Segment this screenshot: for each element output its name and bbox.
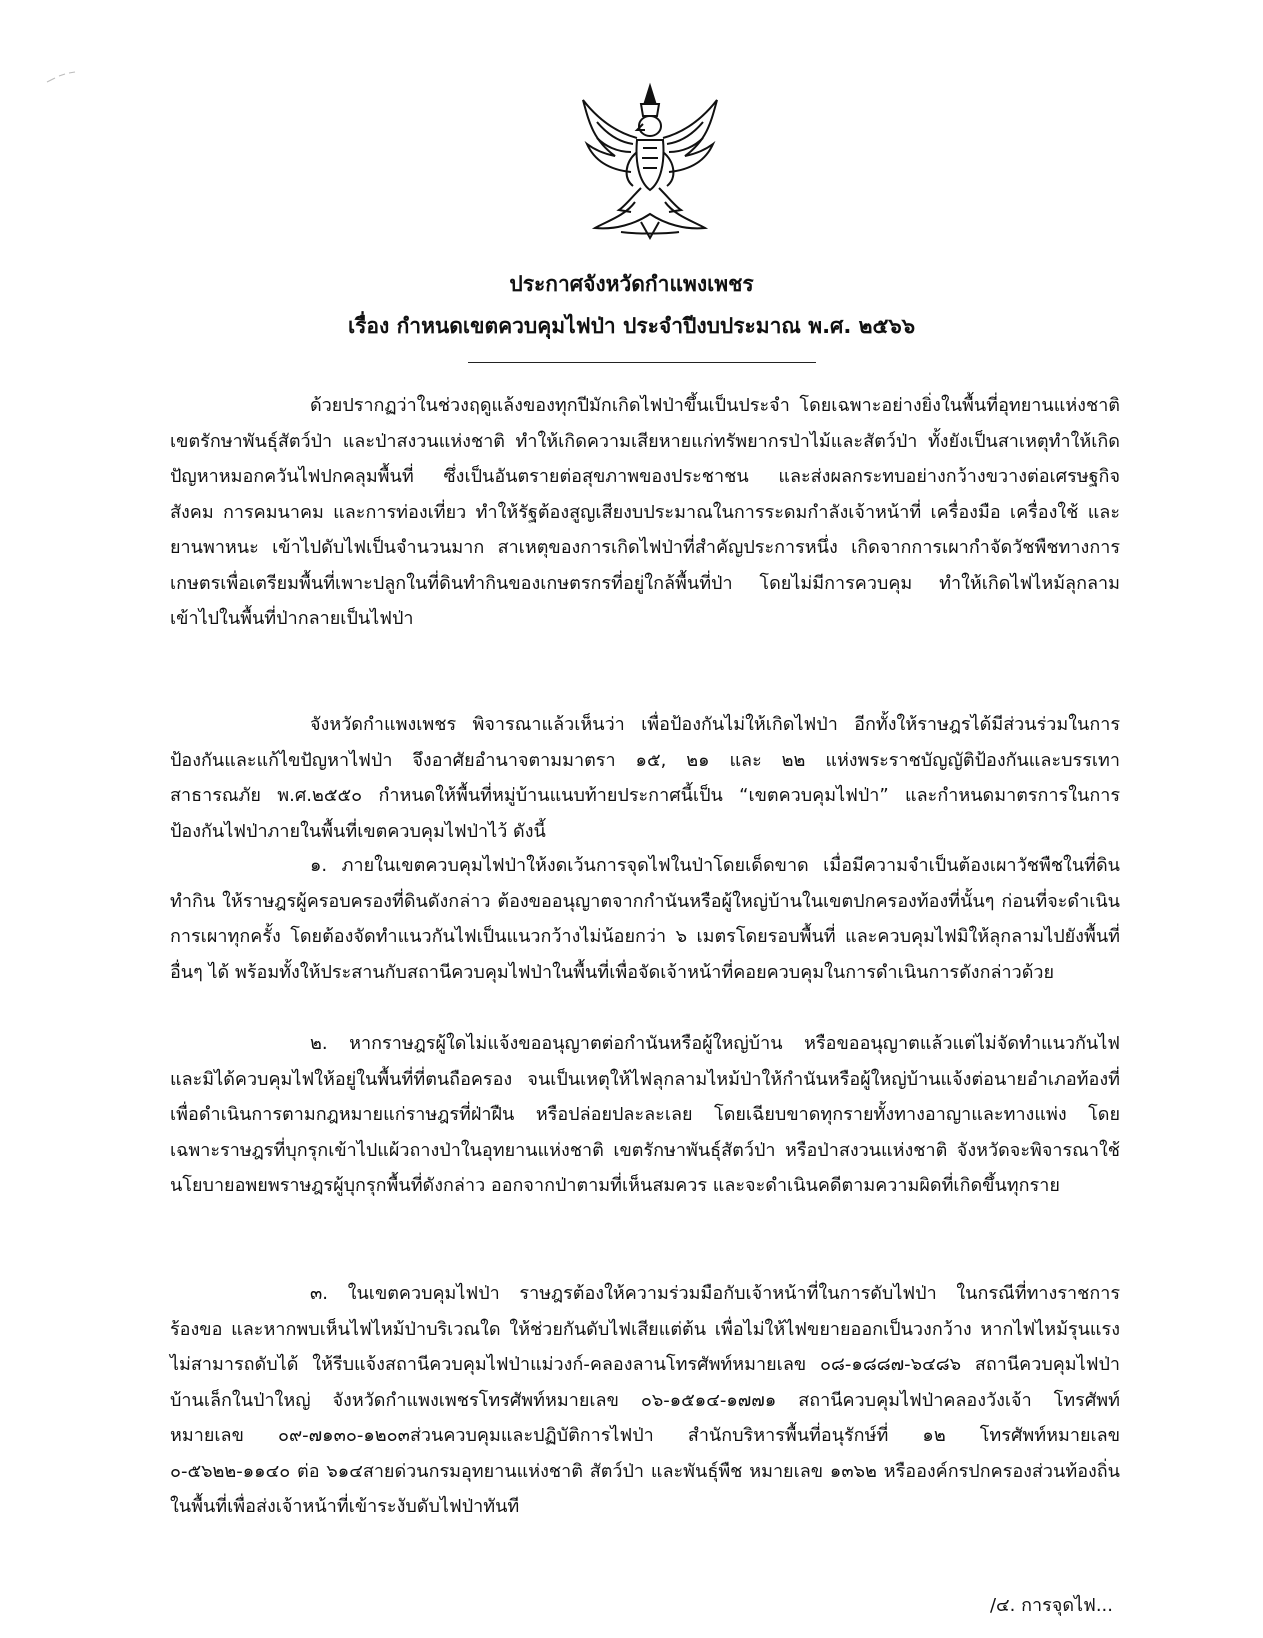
announcement-title: ประกาศจังหวัดกำแพงเพชร xyxy=(509,272,754,296)
title-divider xyxy=(468,362,816,363)
paragraph-background: ด้วยปรากฏว่าในช่วงฤดูแล้งของทุกปีมักเกิดไฟป่าขึ้นเป็นประจำ โดยเฉพาะอย่างยิ่งในพื้นที่อุทยานแห่งชาติ เขตรักษาพันธุ์สัตว์ป่า และป่าสงวนแห่งชาติ ทำให้เกิดความเสียหายแก่ทรัพยากรป่าไม้และสัตว์ป่า ทั้งยังเป็นสาเหตุทำให้เกิดปัญหาหมอกควันไฟปกคลุมพื้นที่ ซึ่งเป็นอันตรายต่อสุขภาพของประชาชน และส่งผลกระทบอย่างกว้างขวางต่อเศรษฐกิจ สังคม การคมนาคม และการท่องเที่ยว ทำให้รัฐต้องสูญเสียงบประมาณในการระดมกำลังเจ้าหน้าที่ เครื่องมือ เครื่องใช้ และยานพาหนะ เข้าไปดับไฟเป็นจำนวนมาก สาเหตุของการเกิดไฟป่าที่สำคัญประการหนึ่ง เกิดจากการเผากำจัดวัชพืชทางการเกษตรเพื่อเตรียมพื้นที่เพาะปลูกในที่ดินทำกินของเกษตรกรที่อยู่ใกล้พื้นที่ป่า โดยไม่มีการควบคุม ทำให้เกิดไฟไหม้ลุกลามเข้าไปในพื้นที่ป่ากลายเป็นไฟป่า xyxy=(170,395,1120,629)
scan-speck-mark xyxy=(45,70,85,84)
announcement-subject: เรื่อง กำหนดเขตควบคุมไฟป่า ประจำปีงบประมาณ พ.ศ. ๒๕๖๖ xyxy=(347,314,916,338)
paragraph-measure-1: ๑. ภายในเขตควบคุมไฟป่าให้งดเว้นการจุดไฟในป่าโดยเด็ดขาด เมื่อมีความจำเป็นต้องเผาวัชพืชในที่ดินทำกิน ให้ราษฎรผู้ครอบครองที่ดินดังกล่าว ต้องขออนุญาตจากกำนันหรือผู้ใหญ่บ้านในเขตปกครองท้องที่นั้นๆ ก่อนที่จะดำเนินการเผาทุกครั้ง โดยต้องจัดทำแนวกันไฟเป็นแนวกว้างไม่น้อยกว่า ๖ เมตรโดยรอบพื้นที่ และควบคุมไฟมิให้ลุกลามไปยังพื้นที่อื่นๆ ได้ พร้อมทั้งให้ประสานกับสถานีควบคุมไฟป่าในพื้นที่เพื่อจัดเจ้าหน้าที่คอยควบคุมในการดำเนินการดังกล่าวด้วย xyxy=(170,855,1120,983)
page-continuation: /๔. การจุดไฟ... xyxy=(989,1595,1113,1616)
garuda-emblem-icon xyxy=(575,82,725,242)
paragraph-declaration: จังหวัดกำแพงเพชร พิจารณาแล้วเห็นว่า เพื่อป้องกันไม่ให้เกิดไฟป่า อีกทั้งให้ราษฎรได้มีส่วนร่วมในการป้องกันและแก้ไขปัญหาไฟป่า จึงอาศัยอำนาจตามมาตรา ๑๕, ๒๑ และ ๒๒ แห่งพระราชบัญญัติป้องกันและบรรเทาสาธารณภัย พ.ศ.๒๕๕๐ กำหนดให้พื้นที่หมู่บ้านแนบท้ายประกาศนี้เป็น “เขตควบคุมไฟป่า” และกำหนดมาตรการในการป้องกันไฟป่าภายในพื้นที่เขตควบคุมไฟป่าไว้ ดังนี้ xyxy=(170,714,1120,842)
paragraph-measure-2: ๒. หากราษฎรผู้ใดไม่แจ้งขออนุญาตต่อกำนันหรือผู้ใหญ่บ้าน หรือขออนุญาตแล้วแต่ไม่จัดทำแนวกันไฟ และมิได้ควบคุมไฟให้อยู่ในพื้นที่ที่ตนถือครอง จนเป็นเหตุให้ไฟลุกลามไหม้ป่าให้กำนันหรือผู้ใหญ่บ้านแจ้งต่อนายอำเภอท้องที่ เพื่อดำเนินการตามกฎหมายแก่ราษฎรที่ฝ่าฝืน หรือปล่อยปละละเลย โดยเฉียบขาดทุกรายทั้งทางอาญาและทางแพ่ง โดยเฉพาะราษฎรที่บุกรุกเข้าไปแผ้วถางป่าในอุทยานแห่งชาติ เขตรักษาพันธุ์สัตว์ป่า หรือป่าสงวนแห่งชาติ จังหวัดจะพิจารณาใช้นโยบายอพยพราษฎรผู้บุกรุกพื้นที่ดังกล่าว ออกจากป่าตามที่เห็นสมควร และจะดำเนินคดีตามความผิดที่เกิดขึ้นทุกราย xyxy=(170,1033,1120,1196)
paragraph-measure-3: ๓. ในเขตควบคุมไฟป่า ราษฎรต้องให้ความร่วมมือกับเจ้าหน้าที่ในการดับไฟป่า ในกรณีที่ทางราชการร้องขอ และหากพบเห็นไฟไหม้ป่าบริเวณใด ให้ช่วยกันดับไฟเสียแต่ต้น เพื่อไม่ให้ไฟขยายออกเป็นวงกว้าง หากไฟไหม้รุนแรงไม่สามารถดับได้ ให้รีบแจ้งสถานีควบคุมไฟป่าแม่วงก์-คลองลานโทรศัพท์หมายเลข ๐๘-๑๘๘๗-๖๔๘๖ สถานีควบคุมไฟป่าบ้านเล็กในป่าใหญ่ จังหวัดกำแพงเพชรโทรศัพท์หมายเลข ๐๖-๑๕๑๔-๑๗๗๑ สถานีควบคุมไฟป่าคลองวังเจ้า โทรศัพท์หมายเลข ๐๙-๗๑๓๐-๑๒๐๓ส่วนควบคุมและปฏิบัติการไฟป่า สำนักบริหารพื้นที่อนุรักษ์ที่ ๑๒ โทรศัพท์หมายเลข ๐-๕๖๒๒-๑๑๔๐ ต่อ ๖๑๔สายด่วนกรมอุทยานแห่งชาติ สัตว์ป่า และพันธุ์พืช หมายเลข ๑๓๖๒ หรือองค์กรปกครองส่วนท้องถิ่นในพื้นที่เพื่อส่งเจ้าหน้าที่เข้าระงับดับไฟป่าทันที xyxy=(170,1283,1120,1517)
